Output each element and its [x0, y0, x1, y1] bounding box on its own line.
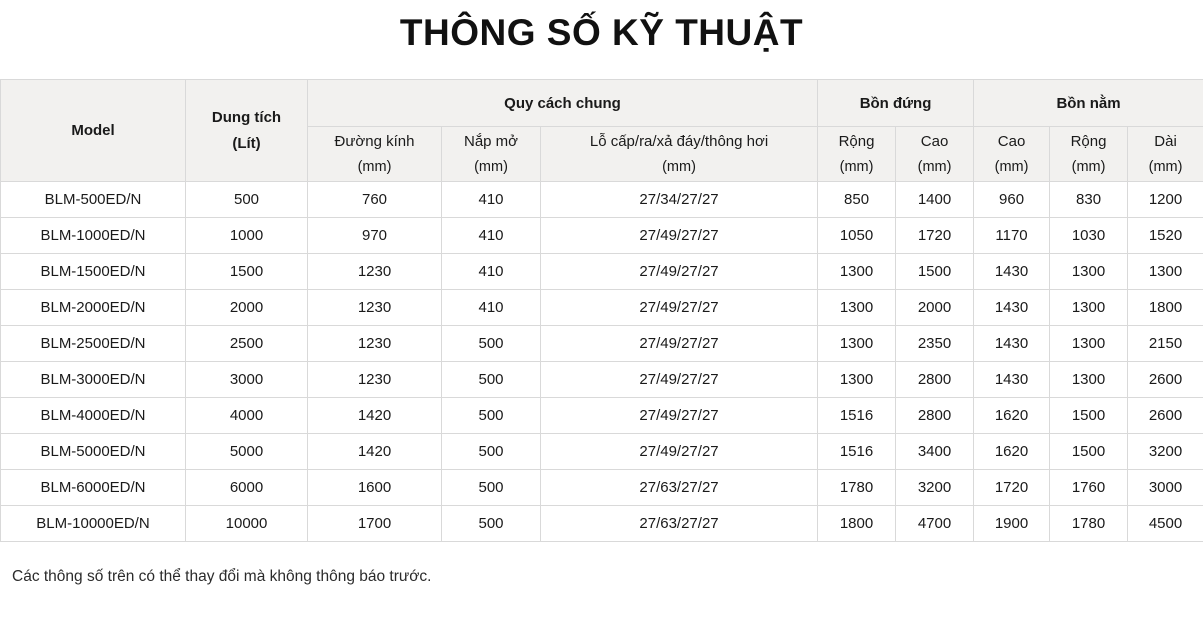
- cell-dung-cao: 1500: [896, 254, 974, 290]
- cell-duong-kinh: 1700: [308, 506, 442, 542]
- cell-dung-cao: 2800: [896, 362, 974, 398]
- cell-nap-mo: 410: [442, 218, 541, 254]
- cell-nam-cao: 960: [974, 182, 1050, 218]
- cell-model: BLM-3000ED/N: [1, 362, 186, 398]
- cell-nam-rong: 1780: [1050, 506, 1128, 542]
- cell-nam-cao: 1170: [974, 218, 1050, 254]
- cell-nam-cao: 1430: [974, 362, 1050, 398]
- cell-nam-rong: 1030: [1050, 218, 1128, 254]
- cell-dung-cao: 1400: [896, 182, 974, 218]
- table-row: [1, 470, 1203, 506]
- cell-lo-cap: 27/49/27/27: [541, 218, 818, 254]
- cell-nam-rong: 1500: [1050, 434, 1128, 470]
- cell-dung-rong: 850: [818, 182, 896, 218]
- header-lo-cap-label: Lỗ cấp/ra/xả đáy/thông hơi: [590, 133, 768, 150]
- header-duong-kinh-label: Đường kính: [335, 133, 415, 150]
- cell-model: BLM-4000ED/N: [1, 398, 186, 434]
- header-nam-cao: [974, 127, 1050, 182]
- cell-dung-rong: 1800: [818, 506, 896, 542]
- table-row: [1, 398, 1203, 434]
- cell-lo-cap: 27/63/27/27: [541, 470, 818, 506]
- header-dung-cao-unit: (mm): [900, 159, 969, 175]
- cell-nam-dai: 1520: [1128, 218, 1203, 254]
- header-quy-cach-chung: Quy cách chung: [308, 80, 818, 127]
- cell-dung-cao: 2000: [896, 290, 974, 326]
- cell-dung-rong: 1300: [818, 290, 896, 326]
- cell-model: BLM-2000ED/N: [1, 290, 186, 326]
- cell-nam-rong: 1760: [1050, 470, 1128, 506]
- header-dung-rong: [818, 127, 896, 182]
- cell-nam-rong: 830: [1050, 182, 1128, 218]
- cell-dung-cao: 2800: [896, 398, 974, 434]
- header-nam-cao-unit: (mm): [978, 159, 1045, 175]
- cell-nam-dai: 3000: [1128, 470, 1203, 506]
- page-title: THÔNG SỐ KỸ THUẬT: [0, 9, 1203, 57]
- header-duong-kinh: [308, 127, 442, 182]
- header-dung-tich-label: Dung tích: [212, 109, 281, 126]
- cell-dung-cao: 3400: [896, 434, 974, 470]
- cell-nap-mo: 410: [442, 290, 541, 326]
- cell-nam-dai: 2600: [1128, 362, 1203, 398]
- table-row: [1, 326, 1203, 362]
- specifications-table: [0, 79, 1203, 542]
- header-dung-cao: [896, 127, 974, 182]
- cell-lo-cap: 27/49/27/27: [541, 290, 818, 326]
- cell-dung-tich: 1500: [186, 254, 308, 290]
- cell-duong-kinh: 1600: [308, 470, 442, 506]
- cell-dung-tich: 1000: [186, 218, 308, 254]
- cell-nam-rong: 1300: [1050, 290, 1128, 326]
- cell-dung-rong: 1300: [818, 362, 896, 398]
- cell-nam-cao: 1430: [974, 326, 1050, 362]
- header-nam-rong-label: Rộng: [1071, 133, 1107, 150]
- header-nap-mo-unit: (mm): [446, 159, 536, 175]
- table-row: [1, 218, 1203, 254]
- cell-lo-cap: 27/49/27/27: [541, 254, 818, 290]
- table-body: [1, 182, 1203, 542]
- cell-dung-tich: 5000: [186, 434, 308, 470]
- cell-model: BLM-2500ED/N: [1, 326, 186, 362]
- cell-model: BLM-1000ED/N: [1, 218, 186, 254]
- header-dung-tich-unit: (Lít): [190, 135, 303, 152]
- table-row: [1, 290, 1203, 326]
- cell-lo-cap: 27/49/27/27: [541, 434, 818, 470]
- table-row: [1, 362, 1203, 398]
- cell-nam-cao: 1720: [974, 470, 1050, 506]
- cell-nap-mo: 410: [442, 182, 541, 218]
- header-dung-rong-label: Rộng: [839, 133, 875, 150]
- cell-lo-cap: 27/34/27/27: [541, 182, 818, 218]
- cell-model: BLM-5000ED/N: [1, 434, 186, 470]
- cell-lo-cap: 27/49/27/27: [541, 398, 818, 434]
- cell-nam-cao: 1430: [974, 254, 1050, 290]
- cell-duong-kinh: 1230: [308, 254, 442, 290]
- table-row: [1, 506, 1203, 542]
- cell-nam-dai: 1200: [1128, 182, 1203, 218]
- cell-dung-rong: 1516: [818, 398, 896, 434]
- cell-duong-kinh: 760: [308, 182, 442, 218]
- header-nam-dai-label: Dài: [1154, 133, 1177, 150]
- table-row: [1, 434, 1203, 470]
- cell-dung-rong: 1516: [818, 434, 896, 470]
- header-nam-dai-unit: (mm): [1132, 159, 1199, 175]
- cell-nam-dai: 4500: [1128, 506, 1203, 542]
- cell-model: BLM-6000ED/N: [1, 470, 186, 506]
- cell-duong-kinh: 1420: [308, 434, 442, 470]
- cell-dung-tich: 10000: [186, 506, 308, 542]
- cell-nam-cao: 1620: [974, 434, 1050, 470]
- header-nam-cao-label: Cao: [998, 133, 1026, 150]
- cell-nam-dai: 2600: [1128, 398, 1203, 434]
- spec-page: [0, 9, 1203, 638]
- spec-table-container: [0, 79, 1203, 542]
- cell-duong-kinh: 1230: [308, 290, 442, 326]
- cell-nap-mo: 410: [442, 254, 541, 290]
- cell-dung-tich: 4000: [186, 398, 308, 434]
- header-lo-cap: [541, 127, 818, 182]
- cell-lo-cap: 27/63/27/27: [541, 506, 818, 542]
- cell-nam-rong: 1300: [1050, 326, 1128, 362]
- cell-dung-tich: 2500: [186, 326, 308, 362]
- table-row: [1, 182, 1203, 218]
- header-model: Model: [1, 80, 186, 182]
- cell-model: BLM-500ED/N: [1, 182, 186, 218]
- cell-duong-kinh: 970: [308, 218, 442, 254]
- cell-nam-dai: 3200: [1128, 434, 1203, 470]
- header-dung-cao-label: Cao: [921, 133, 949, 150]
- header-nap-mo: [442, 127, 541, 182]
- cell-dung-tich: 3000: [186, 362, 308, 398]
- cell-dung-cao: 4700: [896, 506, 974, 542]
- cell-dung-cao: 2350: [896, 326, 974, 362]
- header-row-groups: [1, 80, 1203, 127]
- cell-nap-mo: 500: [442, 326, 541, 362]
- cell-duong-kinh: 1230: [308, 326, 442, 362]
- table-row: [1, 254, 1203, 290]
- table-header: [1, 80, 1203, 182]
- header-dung-rong-unit: (mm): [822, 159, 891, 175]
- cell-dung-tich: 500: [186, 182, 308, 218]
- header-nam-dai: [1128, 127, 1203, 182]
- header-bon-dung: Bồn đứng: [818, 80, 974, 127]
- header-duong-kinh-unit: (mm): [312, 159, 437, 175]
- cell-dung-rong: 1780: [818, 470, 896, 506]
- cell-dung-rong: 1300: [818, 326, 896, 362]
- cell-dung-rong: 1300: [818, 254, 896, 290]
- cell-nam-cao: 1900: [974, 506, 1050, 542]
- header-lo-cap-unit: (mm): [545, 159, 813, 175]
- cell-dung-cao: 3200: [896, 470, 974, 506]
- header-dung-tich: [186, 80, 308, 182]
- cell-nam-dai: 1300: [1128, 254, 1203, 290]
- cell-dung-cao: 1720: [896, 218, 974, 254]
- cell-dung-rong: 1050: [818, 218, 896, 254]
- header-nam-rong: [1050, 127, 1128, 182]
- cell-nap-mo: 500: [442, 506, 541, 542]
- cell-nam-rong: 1300: [1050, 362, 1128, 398]
- cell-duong-kinh: 1420: [308, 398, 442, 434]
- cell-nam-dai: 1800: [1128, 290, 1203, 326]
- cell-nam-rong: 1500: [1050, 398, 1128, 434]
- cell-nap-mo: 500: [442, 362, 541, 398]
- cell-nam-dai: 2150: [1128, 326, 1203, 362]
- cell-model: BLM-1500ED/N: [1, 254, 186, 290]
- cell-lo-cap: 27/49/27/27: [541, 362, 818, 398]
- cell-nap-mo: 500: [442, 470, 541, 506]
- cell-nam-rong: 1300: [1050, 254, 1128, 290]
- cell-nam-cao: 1620: [974, 398, 1050, 434]
- footnote: Các thông số trên có thể thay đổi mà không thông báo trước.: [0, 568, 1203, 586]
- header-nam-rong-unit: (mm): [1054, 159, 1123, 175]
- cell-model: BLM-10000ED/N: [1, 506, 186, 542]
- header-bon-nam: Bồn nằm: [974, 80, 1203, 127]
- cell-lo-cap: 27/49/27/27: [541, 326, 818, 362]
- cell-nap-mo: 500: [442, 434, 541, 470]
- header-nap-mo-label: Nắp mở: [464, 133, 518, 150]
- cell-duong-kinh: 1230: [308, 362, 442, 398]
- cell-dung-tich: 6000: [186, 470, 308, 506]
- cell-nam-cao: 1430: [974, 290, 1050, 326]
- cell-dung-tich: 2000: [186, 290, 308, 326]
- cell-nap-mo: 500: [442, 398, 541, 434]
